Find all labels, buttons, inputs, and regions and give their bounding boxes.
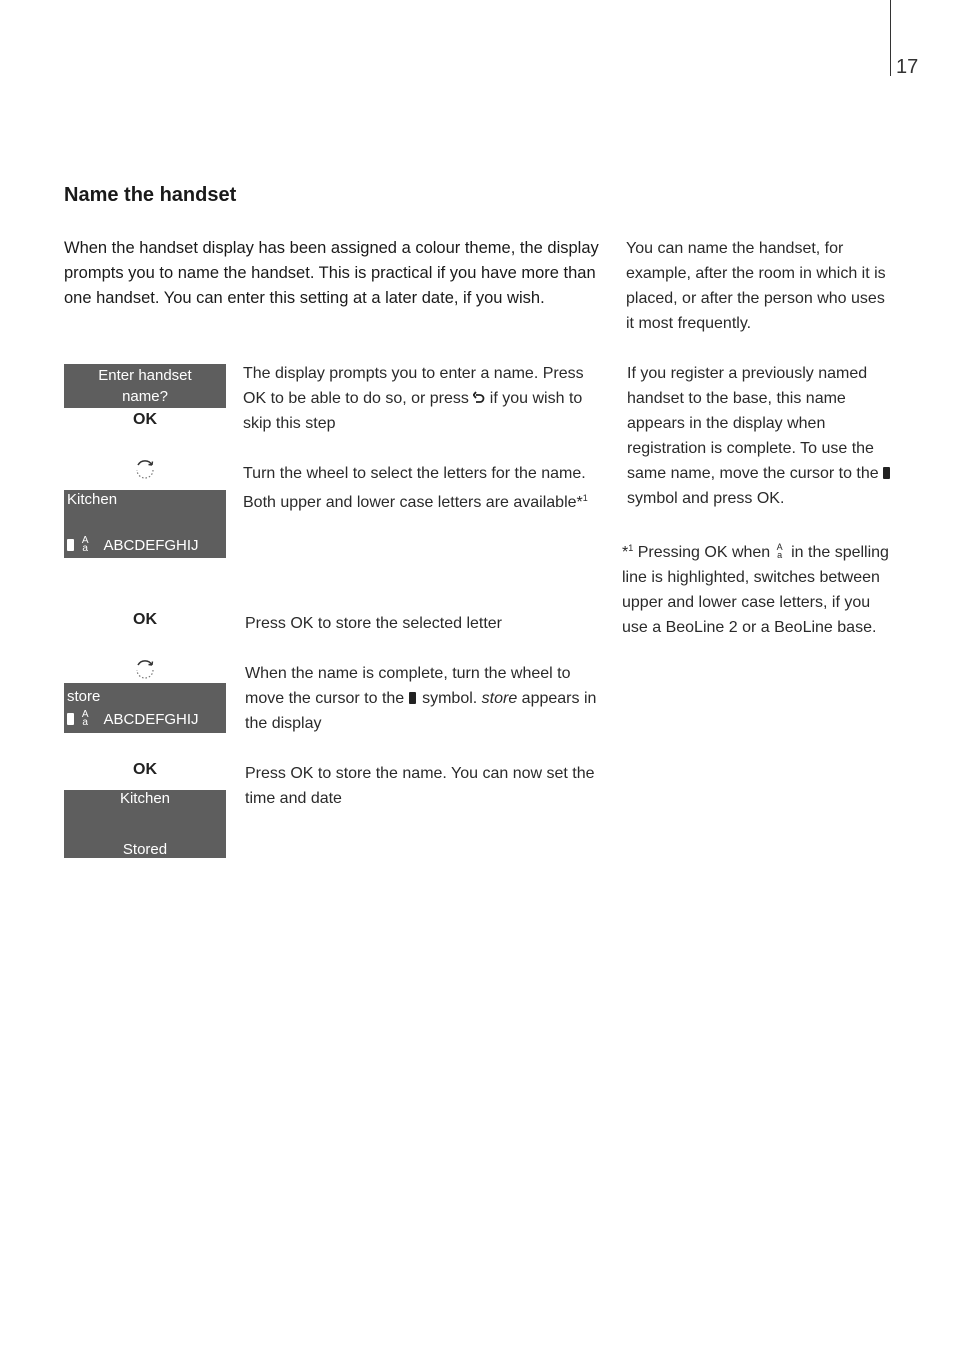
case-toggle-icon: A a <box>81 709 89 728</box>
display-line-2: name? <box>122 388 168 405</box>
step-turn-wheel <box>243 461 613 515</box>
wheel-icon <box>134 659 156 681</box>
handset-icon <box>67 713 74 725</box>
display-letters-line <box>64 536 226 556</box>
display-letters: ABCDEFGHIJ <box>103 537 199 554</box>
ok-key-label: OK <box>133 611 157 628</box>
side-paragraph-register <box>627 361 893 511</box>
ok-key-label: OK <box>133 761 157 778</box>
page-title: Name the handset <box>64 184 237 206</box>
handset-icon <box>409 692 416 704</box>
display-letters-line <box>64 709 226 731</box>
step-text: symbol. <box>417 690 482 707</box>
step-move-cursor <box>245 661 605 736</box>
side-text: symbol and press OK. <box>627 490 785 507</box>
side-text: If you register a previously named handset to the base, this name appears in the display when registration is complete. To use the same name, move the cursor to the <box>627 365 884 482</box>
step-text: When the name is complete, turn the wheel to move the cursor to the <box>245 665 571 707</box>
display-status-line: Stored <box>122 841 168 858</box>
step-enter-name <box>243 361 608 436</box>
step-store-name: Press OK to store the name. You can now set the time and date <box>245 765 595 807</box>
wheel-icon <box>134 459 156 481</box>
side-paragraph-naming: You can name the handset, for example, after the room in which it is placed, or after the person who uses it most frequently. <box>626 240 886 332</box>
display-stored <box>64 790 226 858</box>
display-enter-name <box>64 364 226 408</box>
display-name-line: Kitchen <box>67 491 118 508</box>
step-text: The display prompts you to enter a name. Press OK to be able to do so, or press <box>243 365 584 407</box>
step-text: appears in the display <box>245 690 597 732</box>
step-text: if you wish to skip this step <box>243 390 583 432</box>
case-toggle-icon: A a <box>776 542 783 560</box>
page-rule <box>890 0 891 76</box>
footnote-text: in the spelling line is highlighted, switches between upper and lower case letters, if you use a BeoLine 2 or a BeoLine base. <box>622 544 889 636</box>
handset-icon <box>67 539 74 551</box>
display-store <box>64 683 226 733</box>
footnote-text: Pressing OK when <box>633 544 775 561</box>
display-store-line: store <box>67 688 101 705</box>
display-kitchen-edit <box>64 490 226 558</box>
display-line-1: Enter handset <box>98 367 192 384</box>
footnote-ref: 1 <box>582 493 588 503</box>
footnote-mark: * <box>622 544 629 561</box>
handset-icon <box>883 467 890 479</box>
intro-paragraph: When the handset display has been assigned a colour theme, the display prompts you to name the handset. This is practical if you have more than one handset. You can enter this setting at a later date, if you wish. <box>64 239 599 307</box>
case-toggle-icon: A a <box>81 535 89 554</box>
ok-key-label: OK <box>133 411 157 428</box>
footnote <box>622 536 892 640</box>
display-letters: ABCDEFGHIJ <box>103 711 199 728</box>
page-number: 17 <box>896 56 919 78</box>
step-text: Turn the wheel to select the letters for the name. Both upper and lower case letters are available* <box>243 465 586 511</box>
step-store-letter: Press OK to store the selected letter <box>245 615 503 632</box>
footnote-number: 1 <box>628 543 634 553</box>
store-word: store <box>481 690 518 707</box>
display-name-line: Kitchen <box>119 790 171 807</box>
back-arrow-icon <box>473 391 485 405</box>
